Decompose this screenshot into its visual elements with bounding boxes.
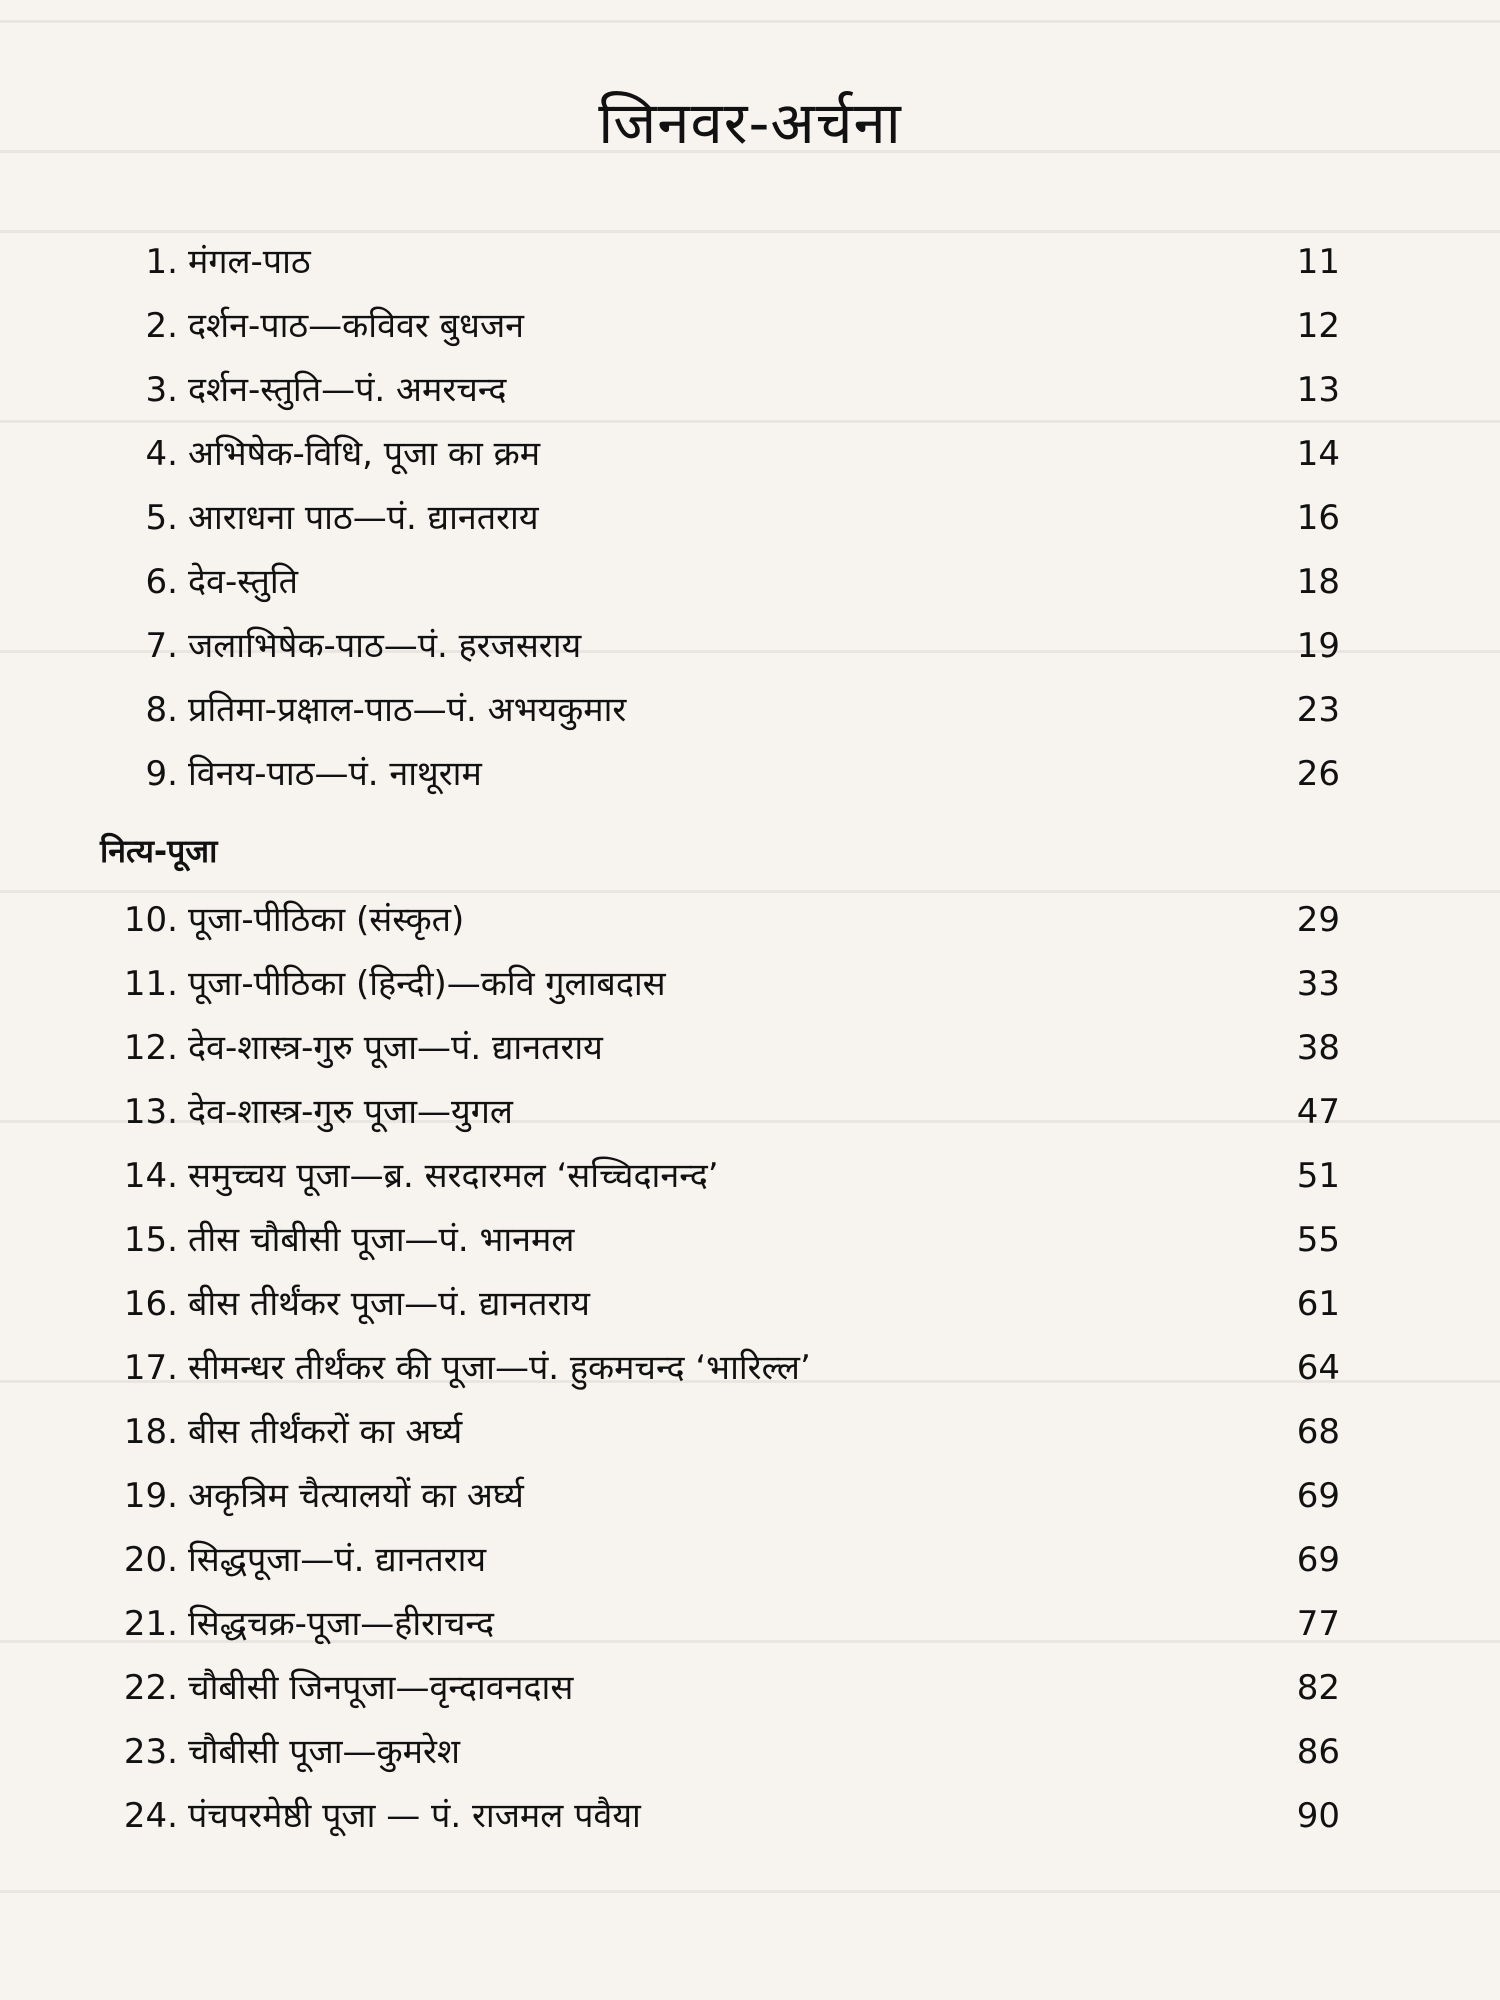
entry-number: 16. [123, 1284, 178, 1324]
entry-number: 24. [123, 1796, 178, 1836]
entry-number: 21. [123, 1604, 178, 1644]
entry-page: 11 [1296, 242, 1340, 282]
entry-title: तीस चौबीसी पूजा—पं. भानमल [188, 1220, 575, 1260]
entry-title: दर्शन-पाठ—कविवर बुधजन [188, 306, 525, 346]
entry-page: 47 [1296, 1092, 1340, 1132]
toc-entry-5 [100, 488, 1340, 548]
entry-page: 61 [1296, 1284, 1340, 1324]
toc-entry-21 [100, 1594, 1340, 1654]
entry-page: 14 [1296, 434, 1340, 474]
toc-entry-13 [100, 1082, 1340, 1142]
entry-number: 14. [123, 1156, 178, 1196]
entry-page: 29 [1296, 900, 1340, 940]
toc-entry-11 [100, 954, 1340, 1014]
entry-title: जलाभिषेक-पाठ—पं. हरजसराय [188, 626, 582, 666]
toc-entry-4 [100, 424, 1340, 484]
page-title: जिनवर-अर्चना [598, 89, 902, 157]
entry-page: 64 [1296, 1348, 1340, 1388]
toc-entry-3 [100, 360, 1340, 420]
entry-number: 11. [123, 964, 178, 1004]
toc-entry-9 [100, 744, 1340, 804]
entry-number: 20. [123, 1540, 178, 1580]
entry-number: 23. [123, 1732, 178, 1772]
toc-entry-7 [100, 616, 1340, 676]
toc-entry-8 [100, 680, 1340, 740]
toc-entry-24 [100, 1786, 1340, 1846]
entry-title: समुच्चय पूजा—ब्र. सरदारमल ‘सच्चिदानन्द’ [188, 1156, 719, 1196]
entry-title: प्रतिमा-प्रक्षाल-पाठ—पं. अभयकुमार [188, 690, 627, 730]
entry-page: 82 [1296, 1668, 1340, 1708]
entry-title: देव-शास्त्र-गुरु पूजा—पं. द्यानतराय [188, 1028, 603, 1068]
entry-title: सिद्धपूजा—पं. द्यानतराय [188, 1540, 487, 1580]
toc-entry-18 [100, 1402, 1340, 1462]
entry-page: 23 [1296, 690, 1340, 730]
entry-number: 15. [123, 1220, 178, 1260]
bleed-through-line [0, 20, 1500, 23]
entry-title: चौबीसी जिनपूजा—वृन्दावनदास [188, 1668, 574, 1708]
entry-number: 3. [145, 370, 178, 410]
entry-title: बीस तीर्थंकरों का अर्घ्य [188, 1412, 463, 1452]
entry-page: 69 [1296, 1540, 1340, 1580]
entry-page: 33 [1296, 964, 1340, 1004]
entry-number: 19. [123, 1476, 178, 1516]
entry-page: 19 [1296, 626, 1340, 666]
entry-number: 6. [145, 562, 178, 602]
entry-number: 17. [123, 1348, 178, 1388]
toc-entry-17 [100, 1338, 1340, 1398]
entry-title: पूजा-पीठिका (संस्कृत) [188, 900, 465, 940]
toc-entry-12 [100, 1018, 1340, 1078]
entry-page: 38 [1296, 1028, 1340, 1068]
toc-entry-22 [100, 1658, 1340, 1718]
toc-entry-19 [100, 1466, 1340, 1526]
toc-entry-10 [100, 890, 1340, 950]
entry-title: अकृत्रिम चैत्यालयों का अर्घ्य [188, 1476, 524, 1516]
entry-number: 13. [123, 1092, 178, 1132]
entry-title: अभिषेक-विधि, पूजा का क्रम [188, 434, 541, 474]
entry-title: पूजा-पीठिका (हिन्दी)—कवि गुलाबदास [188, 964, 666, 1004]
toc-entry-23 [100, 1722, 1340, 1782]
entry-number: 2. [145, 306, 178, 346]
entry-title: देव-स्तुति [188, 562, 299, 602]
entry-page: 68 [1296, 1412, 1340, 1452]
entry-title: सिद्धचक्र-पूजा—हीराचन्द [188, 1604, 494, 1644]
entry-number: 9. [145, 754, 178, 794]
entry-page: 86 [1296, 1732, 1340, 1772]
entry-number: 12. [123, 1028, 178, 1068]
entry-page: 18 [1296, 562, 1340, 602]
entry-title: आराधना पाठ—पं. द्यानतराय [188, 498, 539, 538]
entry-page: 13 [1296, 370, 1340, 410]
entry-page: 51 [1296, 1156, 1340, 1196]
table-of-contents [100, 232, 1340, 1952]
entry-title: विनय-पाठ—पं. नाथूराम [188, 754, 482, 794]
entry-number: 8. [145, 690, 178, 730]
entry-number: 22. [123, 1668, 178, 1708]
entry-title: चौबीसी पूजा—कुमरेश [188, 1732, 461, 1772]
toc-entry-2 [100, 296, 1340, 356]
entry-page: 69 [1296, 1476, 1340, 1516]
entry-title: दर्शन-स्तुति—पं. अमरचन्द [188, 370, 507, 410]
entry-page: 90 [1296, 1796, 1340, 1836]
entry-title: देव-शास्त्र-गुरु पूजा—युगल [188, 1092, 513, 1132]
entry-page: 12 [1296, 306, 1340, 346]
entry-title: मंगल-पाठ [188, 242, 311, 282]
toc-entry-14 [100, 1146, 1340, 1206]
entry-title: सीमन्धर तीर्थंकर की पूजा—पं. हुकमचन्द ‘भारिल्ल’ [188, 1348, 811, 1388]
entry-title: बीस तीर्थंकर पूजा—पं. द्यानतराय [188, 1284, 590, 1324]
entry-page: 26 [1296, 754, 1340, 794]
toc-entry-15 [100, 1210, 1340, 1270]
entry-number: 1. [145, 242, 178, 282]
entry-page: 77 [1296, 1604, 1340, 1644]
toc-entry-16 [100, 1274, 1340, 1334]
toc-entry-20 [100, 1530, 1340, 1590]
entry-number: 18. [123, 1412, 178, 1452]
entry-number: 5. [145, 498, 178, 538]
entry-page: 55 [1296, 1220, 1340, 1260]
entry-number: 7. [145, 626, 178, 666]
entry-page: 16 [1296, 498, 1340, 538]
section-heading: नित्य-पूजा [100, 832, 218, 870]
entry-number: 4. [145, 434, 178, 474]
entry-number: 10. [123, 900, 178, 940]
entry-title: पंचपरमेष्ठी पूजा — पं. राजमल पवैया [188, 1796, 641, 1836]
toc-entry-6 [100, 552, 1340, 612]
toc-entry-1 [100, 232, 1340, 292]
